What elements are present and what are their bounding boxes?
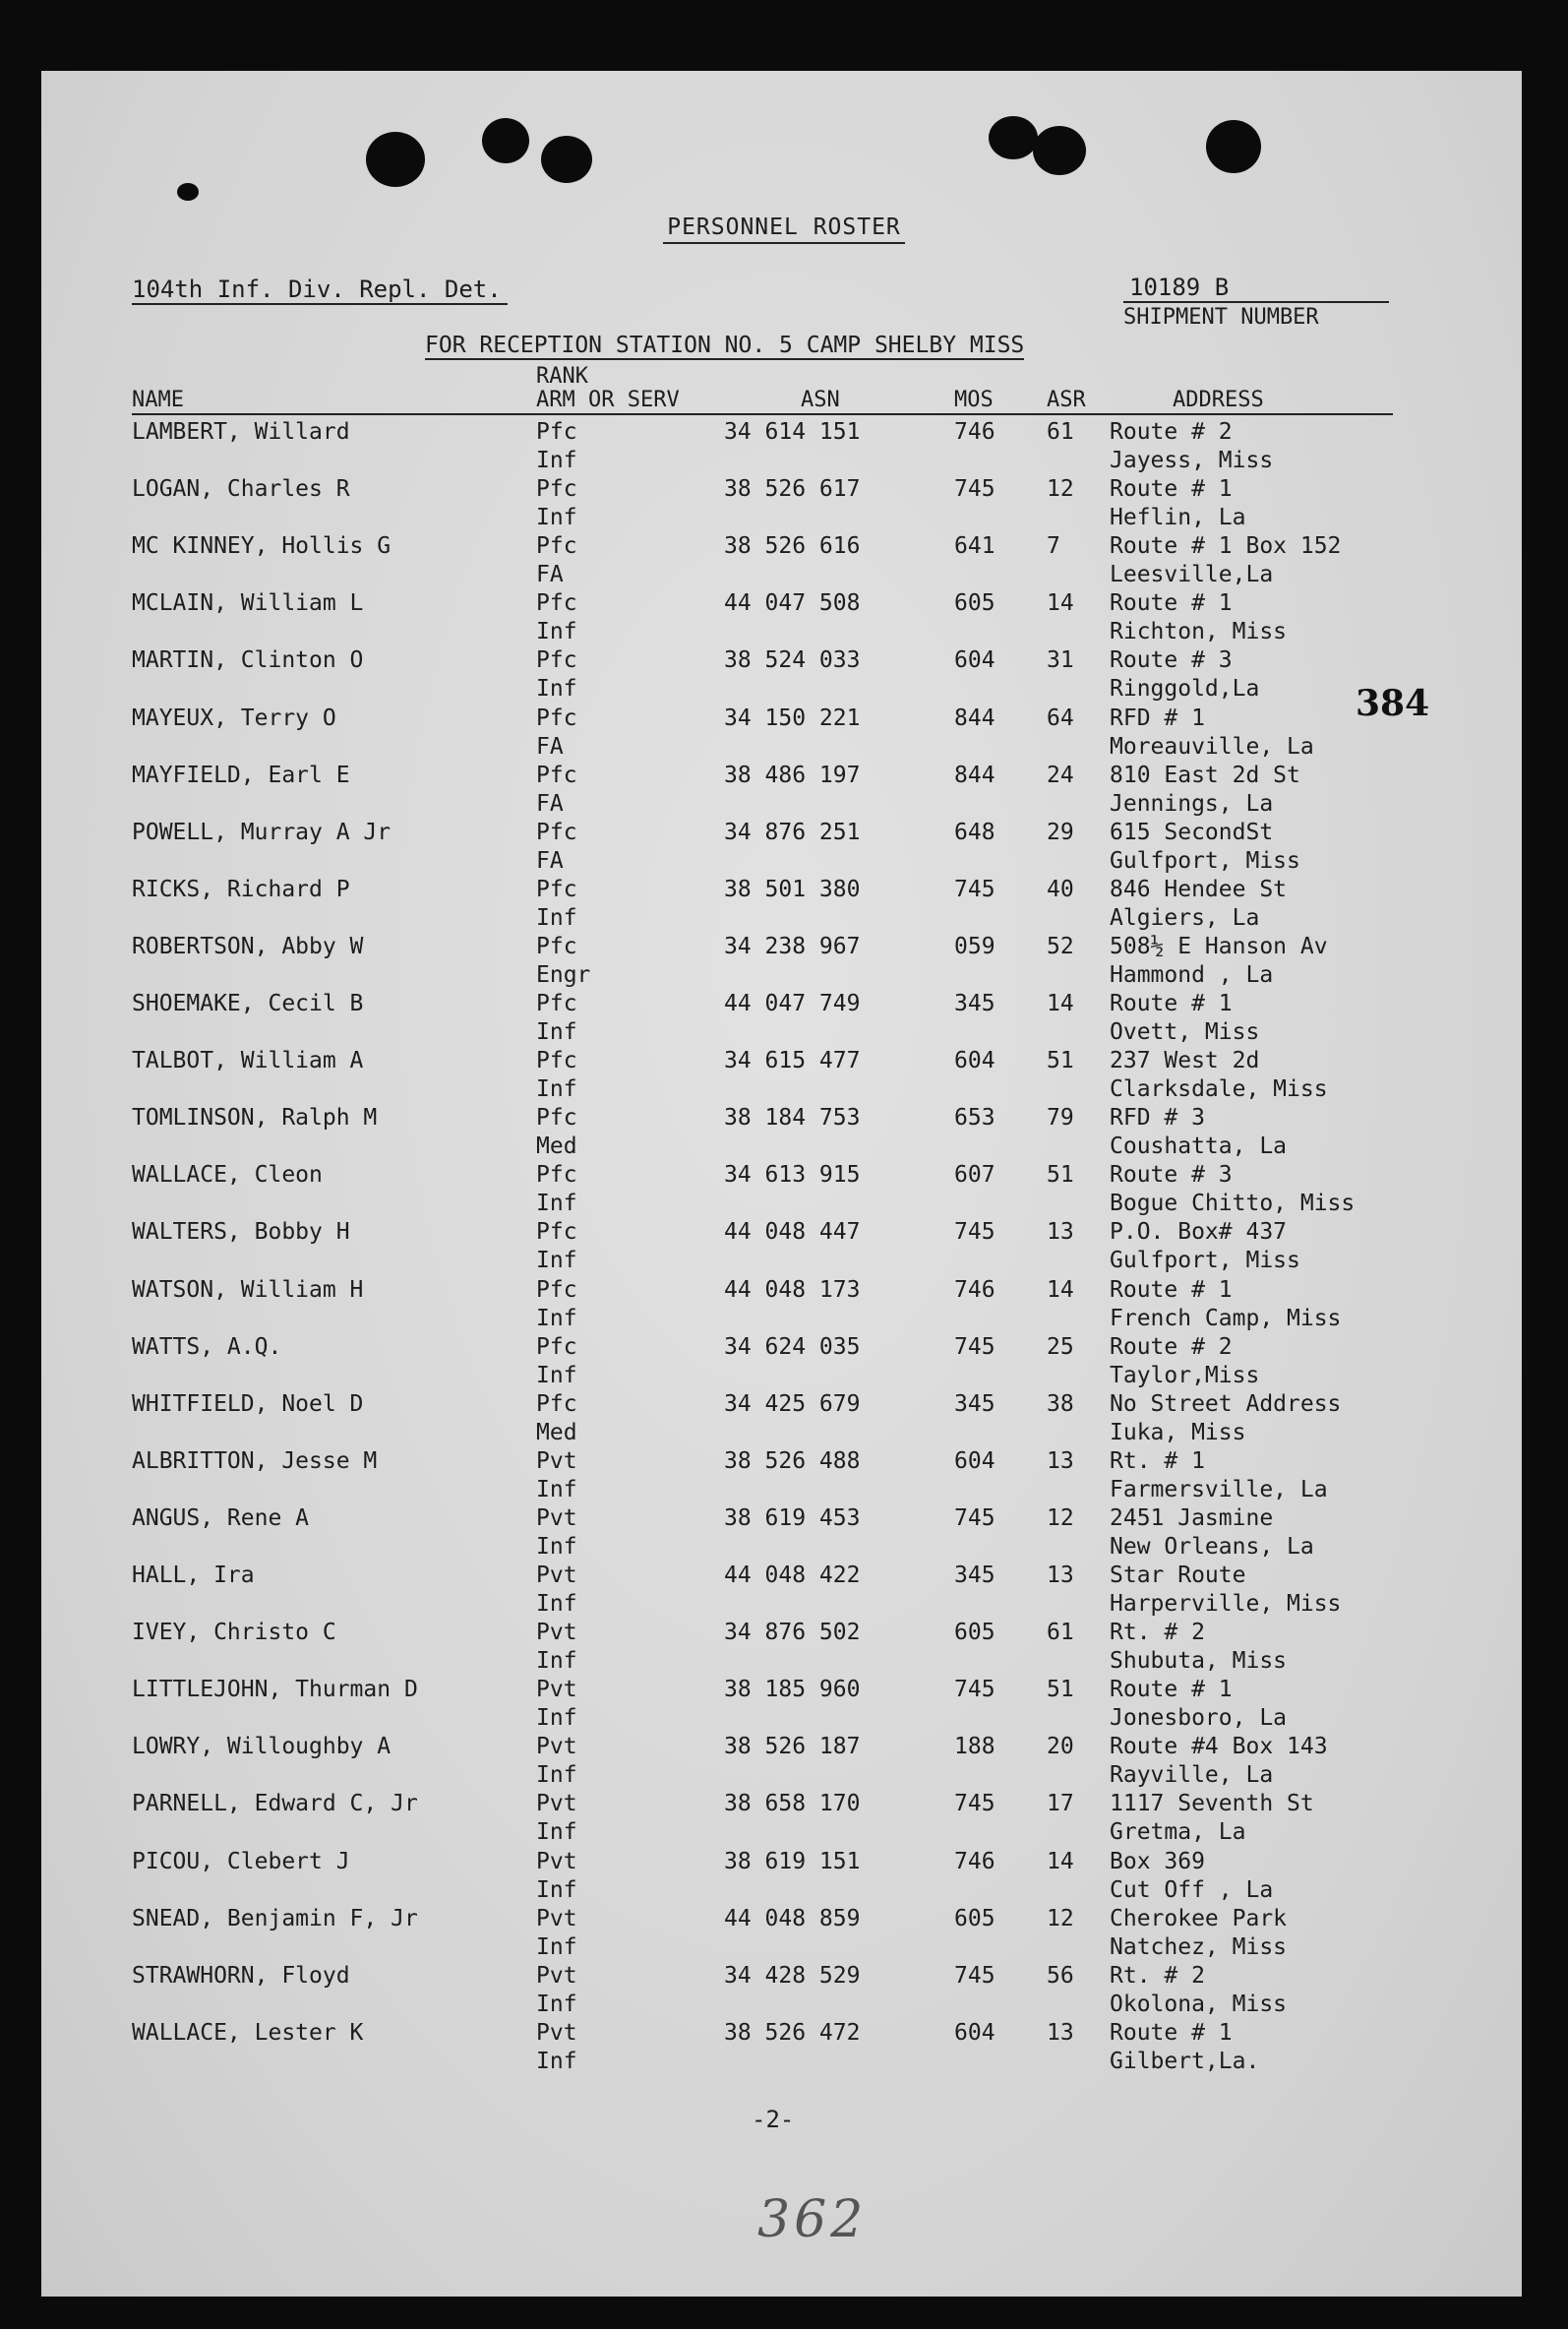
roster-mos: 607	[954, 1162, 995, 1189]
roster-arm: Med	[536, 1134, 577, 1160]
col-header-arm: ARM OR SERV	[536, 388, 680, 412]
roster-name: WALLACE, Cleon	[132, 1162, 323, 1189]
roster-arm: Inf	[536, 1876, 577, 1903]
table-row	[0, 1961, 1568, 2018]
roster-mos: 604	[954, 1447, 995, 1474]
roster-address-line2: Hammond , La	[1110, 961, 1274, 988]
roster-address-line2: Gulfport, Miss	[1110, 1248, 1300, 1274]
table-row	[0, 1847, 1568, 1904]
col-header-mos: MOS	[954, 388, 994, 412]
roster-address-line1: 1117 Seventh St	[1110, 1791, 1314, 1817]
roster-name: HALL, Ira	[132, 1563, 255, 1588]
roster-rank: Pfc	[536, 419, 577, 445]
table-row	[0, 761, 1568, 818]
roster-address-line2: Harperville, Miss	[1110, 1591, 1342, 1617]
roster-rank: Pfc	[536, 1219, 577, 1246]
col-header-asn: ASN	[801, 388, 840, 412]
roster-asr: 24	[1047, 762, 1074, 788]
roster-address-line1: Route # 1	[1110, 2019, 1233, 2046]
roster-address-line1: 615 SecondSt	[1110, 819, 1274, 845]
roster-rank: Pfc	[536, 1390, 577, 1417]
roster-mos: 746	[954, 1848, 995, 1874]
roster-rank: Pfc	[536, 533, 577, 560]
roster-address-line2: Moreauville, La	[1110, 733, 1314, 760]
table-row	[0, 531, 1568, 588]
roster-mos: 844	[954, 705, 995, 731]
roster-asr: 51	[1047, 1677, 1074, 1703]
roster-address-line2: French Camp, Miss	[1110, 1305, 1342, 1331]
roster-asr: 13	[1047, 1447, 1074, 1474]
punch-hole	[989, 116, 1038, 159]
roster-arm: Inf	[536, 505, 577, 531]
roster-mos: 746	[954, 1276, 995, 1303]
roster-asr: 29	[1047, 819, 1074, 845]
roster-name: MAYFIELD, Earl E	[132, 762, 350, 788]
roster-asn: 34 615 477	[724, 1048, 861, 1074]
roster-asr: 12	[1047, 476, 1074, 503]
roster-arm: FA	[536, 790, 564, 817]
roster-name: MARTIN, Clinton O	[132, 647, 364, 674]
roster-mos: 745	[954, 1962, 995, 1989]
roster-mos: 745	[954, 1333, 995, 1360]
roster-name: LAMBERT, Willard	[132, 419, 350, 445]
roster-name: WATTS, A.Q.	[132, 1333, 282, 1360]
roster-asn: 44 047 749	[724, 991, 861, 1016]
roster-arm: Inf	[536, 448, 577, 473]
table-row	[0, 2018, 1568, 2075]
roster-asn: 44 048 422	[724, 1563, 861, 1588]
table-row	[0, 1618, 1568, 1675]
col-header-asr: ASR	[1047, 388, 1086, 412]
punch-hole	[1033, 126, 1086, 175]
roster-asn: 34 876 502	[724, 1620, 861, 1646]
roster-arm: Inf	[536, 676, 577, 703]
roster-arm: Inf	[536, 904, 577, 931]
roster-mos: 604	[954, 647, 995, 674]
roster-address-line1: Route # 1	[1110, 1677, 1233, 1703]
roster-rank: Pfc	[536, 762, 577, 788]
roster-address-line2: Ringgold,La	[1110, 676, 1260, 703]
roster-address-line1: Box 369	[1110, 1848, 1205, 1874]
table-row	[0, 1275, 1568, 1332]
roster-name: ALBRITTON, Jesse M	[132, 1447, 378, 1474]
roster-address-line2: Algiers, La	[1110, 904, 1260, 931]
roster-rank: Pfc	[536, 1276, 577, 1303]
roster-arm: Inf	[536, 1591, 577, 1617]
roster-address-line1: 810 East 2d St	[1110, 762, 1300, 788]
roster-rank: Pfc	[536, 1333, 577, 1360]
roster-address-line1: Route # 1	[1110, 590, 1233, 617]
table-row	[0, 1103, 1568, 1160]
roster-address-line2: Natchez, Miss	[1110, 1933, 1288, 1960]
roster-name: PARNELL, Edward C, Jr	[132, 1791, 418, 1817]
roster-asr: 13	[1047, 1219, 1074, 1246]
roster-asn: 34 428 529	[724, 1962, 861, 1989]
roster-rank: Pfc	[536, 476, 577, 503]
roster-asn: 34 624 035	[724, 1333, 861, 1360]
roster-arm: Med	[536, 1419, 577, 1445]
roster-asn: 38 658 170	[724, 1791, 861, 1817]
roster-asn: 38 619 151	[724, 1848, 861, 1874]
roster-address-line1: No Street Address	[1110, 1390, 1342, 1417]
punch-hole	[541, 136, 592, 183]
roster-mos: 745	[954, 876, 995, 902]
page-number: -2-	[752, 2106, 795, 2133]
roster-address-line1: Route #4 Box 143	[1110, 1734, 1328, 1760]
roster-mos: 648	[954, 819, 995, 845]
roster-arm: Inf	[536, 1533, 577, 1560]
roster-rank: Pvt	[536, 2019, 577, 2046]
roster-asn: 44 048 859	[724, 1905, 861, 1931]
roster-rank: Pfc	[536, 1048, 577, 1074]
roster-mos: 188	[954, 1734, 995, 1760]
roster-mos: 605	[954, 1905, 995, 1931]
roster-name: SNEAD, Benjamin F, Jr	[132, 1905, 418, 1931]
col-header-rank: RANK	[536, 364, 588, 389]
roster-mos: 641	[954, 533, 995, 560]
roster-mos: 745	[954, 476, 995, 503]
roster-address-line1: RFD # 3	[1110, 1105, 1205, 1132]
roster-address-line2: Okolona, Miss	[1110, 1991, 1288, 2017]
roster-arm: Inf	[536, 1248, 577, 1274]
roster-asr: 51	[1047, 1162, 1074, 1189]
roster-name: IVEY, Christo C	[132, 1620, 336, 1646]
roster-asn: 38 526 472	[724, 2019, 861, 2046]
roster-address-line2: Farmersville, La	[1110, 1476, 1328, 1502]
roster-address-line2: Shubuta, Miss	[1110, 1648, 1288, 1675]
roster-address-line1: Route # 3	[1110, 1162, 1233, 1189]
roster-arm: Inf	[536, 1476, 577, 1502]
roster-asr: 51	[1047, 1048, 1074, 1074]
roster-name: WHITFIELD, Noel D	[132, 1390, 364, 1417]
roster-rank: Pfc	[536, 991, 577, 1016]
roster-asn: 38 526 616	[724, 533, 861, 560]
table-row	[0, 1789, 1568, 1846]
roster-asr: 12	[1047, 1905, 1074, 1931]
roster-address-line1: Route # 1 Box 152	[1110, 533, 1342, 560]
roster-mos: 745	[954, 1677, 995, 1703]
roster-name: LOWRY, Willoughby A	[132, 1734, 392, 1760]
stamp-number: 384	[1356, 683, 1430, 724]
roster-mos: 605	[954, 590, 995, 617]
roster-name: PICOU, Clebert J	[132, 1848, 350, 1874]
roster-arm: Inf	[536, 1648, 577, 1675]
roster-asr: 25	[1047, 1333, 1074, 1360]
roster-asn: 34 613 915	[724, 1162, 861, 1189]
roster-rank: Pvt	[536, 1677, 577, 1703]
roster-address-line1: Route # 1	[1110, 991, 1233, 1016]
roster-address-line1: 237 West 2d	[1110, 1048, 1260, 1074]
roster-asn: 34 238 967	[724, 933, 861, 959]
roster-name: ROBERTSON, Abby W	[132, 933, 364, 959]
roster-address-line2: Clarksdale, Miss	[1110, 1076, 1328, 1103]
roster-address-line2: Jonesboro, La	[1110, 1705, 1288, 1732]
roster-address-line2: Iuka, Miss	[1110, 1419, 1246, 1445]
roster-arm: FA	[536, 847, 564, 874]
roster-rank: Pvt	[536, 1504, 577, 1531]
roster-rank: Pvt	[536, 1447, 577, 1474]
roster-arm: Inf	[536, 1305, 577, 1331]
roster-rank: Pvt	[536, 1791, 577, 1817]
roster-asr: 7	[1047, 533, 1060, 560]
roster-asr: 14	[1047, 1848, 1074, 1874]
roster-asn: 38 524 033	[724, 647, 861, 674]
roster-asr: 64	[1047, 705, 1074, 731]
roster-mos: 345	[954, 991, 995, 1016]
roster-arm: Inf	[536, 1762, 577, 1789]
roster-asn: 44 048 447	[724, 1219, 861, 1246]
roster-address-line1: Rt. # 1	[1110, 1447, 1205, 1474]
roster-arm: FA	[536, 733, 564, 760]
table-row	[0, 588, 1568, 645]
roster-asn: 38 619 453	[724, 1504, 861, 1531]
roster-rank: Pvt	[536, 1848, 577, 1874]
roster-name: LOGAN, Charles R	[132, 476, 350, 503]
roster-address-line1: Route # 3	[1110, 647, 1233, 674]
roster-address-line2: Ovett, Miss	[1110, 1019, 1260, 1045]
roster-asn: 38 526 617	[724, 476, 861, 503]
roster-name: MAYEUX, Terry O	[132, 705, 336, 731]
roster-asn: 34 876 251	[724, 819, 861, 845]
table-row	[0, 1561, 1568, 1618]
roster-arm: Inf	[536, 1933, 577, 1960]
table-row	[0, 875, 1568, 932]
roster-rank: Pfc	[536, 590, 577, 617]
roster-address-line2: Cut Off , La	[1110, 1876, 1274, 1903]
roster-rank: Pvt	[536, 1620, 577, 1646]
table-row	[0, 1046, 1568, 1103]
roster-address-line2: Heflin, La	[1110, 505, 1246, 531]
roster-address-line2: Jayess, Miss	[1110, 448, 1274, 473]
punch-hole	[177, 183, 199, 201]
roster-rank: Pfc	[536, 933, 577, 959]
unit-name: 104th Inf. Div. Repl. Det.	[132, 276, 508, 305]
roster-arm: Inf	[536, 1019, 577, 1045]
roster-asn: 38 526 187	[724, 1734, 861, 1760]
roster-address-line2: Rayville, La	[1110, 1762, 1274, 1789]
roster-asr: 13	[1047, 2019, 1074, 2046]
shipment-number: 10189 B	[1129, 274, 1230, 301]
header-rule	[132, 413, 1393, 415]
roster-asn: 38 486 197	[724, 762, 861, 788]
punch-hole	[1206, 120, 1261, 173]
roster-address-line2: Gulfport, Miss	[1110, 847, 1300, 874]
roster-rank: Pvt	[536, 1905, 577, 1931]
table-row	[0, 1160, 1568, 1217]
table-row	[0, 932, 1568, 989]
roster-mos: 745	[954, 1504, 995, 1531]
roster-rank: Pfc	[536, 705, 577, 731]
roster-mos: 605	[954, 1620, 995, 1646]
roster-arm: Inf	[536, 1819, 577, 1846]
roster-name: TOMLINSON, Ralph M	[132, 1105, 378, 1132]
roster-address-line2: Jennings, La	[1110, 790, 1274, 817]
roster-asr: 61	[1047, 419, 1074, 445]
roster-asr: 40	[1047, 876, 1074, 902]
roster-address-line1: Star Route	[1110, 1563, 1246, 1588]
roster-name: MCLAIN, William L	[132, 590, 364, 617]
roster-asr: 52	[1047, 933, 1074, 959]
roster-asn: 38 501 380	[724, 876, 861, 902]
table-row	[0, 1217, 1568, 1274]
page-title: PERSONNEL ROSTER	[0, 215, 1568, 240]
table-row	[0, 417, 1568, 474]
roster-asr: 79	[1047, 1105, 1074, 1132]
roster-address-line1: Route # 1	[1110, 1276, 1233, 1303]
roster-name: RICKS, Richard P	[132, 876, 350, 902]
punch-hole	[482, 118, 529, 163]
roster-arm: Inf	[536, 1705, 577, 1732]
roster-name: WALTERS, Bobby H	[132, 1219, 350, 1246]
roster-address-line1: Route # 1	[1110, 476, 1233, 503]
table-row	[0, 1332, 1568, 1389]
roster-address-line1: 508½ E Hanson Av	[1110, 933, 1328, 959]
roster-address-line2: Gilbert,La.	[1110, 2048, 1260, 2074]
roster-mos: 345	[954, 1390, 995, 1417]
col-header-address: ADDRESS	[1173, 388, 1264, 412]
roster-asn: 44 047 508	[724, 590, 861, 617]
roster-asr: 14	[1047, 590, 1074, 617]
roster-mos: 604	[954, 1048, 995, 1074]
roster-name: MC KINNEY, Hollis G	[132, 533, 392, 560]
roster-asr: 20	[1047, 1734, 1074, 1760]
roster-name: WALLACE, Lester K	[132, 2019, 364, 2046]
table-row	[0, 1389, 1568, 1446]
roster-rank: Pfc	[536, 1162, 577, 1189]
roster-mos: 746	[954, 419, 995, 445]
roster-arm: Inf	[536, 1991, 577, 2017]
roster-asn: 38 184 753	[724, 1105, 861, 1132]
roster-address-line2: New Orleans, La	[1110, 1533, 1314, 1560]
table-row	[0, 818, 1568, 875]
punch-hole	[366, 132, 425, 187]
roster-asr: 17	[1047, 1791, 1074, 1817]
roster-address-line1: Route # 2	[1110, 1333, 1233, 1360]
roster-asn: 44 048 173	[724, 1276, 861, 1303]
roster-asr: 31	[1047, 647, 1074, 674]
roster-mos: 345	[954, 1563, 995, 1588]
roster-address-line1: RFD # 1	[1110, 705, 1205, 731]
roster-mos: 745	[954, 1791, 995, 1817]
roster-address-line2: Taylor,Miss	[1110, 1362, 1260, 1388]
table-row	[0, 1904, 1568, 1961]
roster-name: LITTLEJOHN, Thurman D	[132, 1677, 418, 1703]
roster-address-line1: Cherokee Park	[1110, 1905, 1288, 1931]
table-row	[0, 989, 1568, 1046]
roster-arm: Engr	[536, 961, 591, 988]
roster-rank: Pfc	[536, 647, 577, 674]
roster-mos: 844	[954, 762, 995, 788]
roster-name: SHOEMAKE, Cecil B	[132, 991, 364, 1016]
roster-asn: 38 185 960	[724, 1677, 861, 1703]
roster-rank: Pvt	[536, 1962, 577, 1989]
roster-address-line2: Gretma, La	[1110, 1819, 1246, 1846]
roster-asr: 56	[1047, 1962, 1074, 1989]
roster-address-line1: Route # 2	[1110, 419, 1233, 445]
roster-rank: Pfc	[536, 1105, 577, 1132]
roster-asr: 38	[1047, 1390, 1074, 1417]
handwritten-number: 362	[757, 2190, 868, 2249]
roster-arm: Inf	[536, 1362, 577, 1388]
table-row	[0, 1675, 1568, 1732]
roster-arm: Inf	[536, 619, 577, 645]
roster-address-line1: Rt. # 2	[1110, 1962, 1205, 1989]
roster-address-line1: P.O. Box# 437	[1110, 1219, 1288, 1246]
roster-mos: 604	[954, 2019, 995, 2046]
roster-address-line2: Coushatta, La	[1110, 1134, 1288, 1160]
roster-name: POWELL, Murray A Jr	[132, 819, 392, 845]
roster-name: TALBOT, William A	[132, 1048, 364, 1074]
roster-asn: 34 150 221	[724, 705, 861, 731]
roster-mos: 745	[954, 1219, 995, 1246]
roster-asr: 61	[1047, 1620, 1074, 1646]
roster-rank: Pvt	[536, 1734, 577, 1760]
roster-name: STRAWHORN, Floyd	[132, 1962, 350, 1989]
shipment-number-label: SHIPMENT NUMBER	[1123, 301, 1389, 330]
roster-rank: Pfc	[536, 819, 577, 845]
roster-mos: 653	[954, 1105, 995, 1132]
table-row	[0, 645, 1568, 703]
roster-asn: 34 614 151	[724, 419, 861, 445]
table-row	[0, 1503, 1568, 1561]
roster-address-line1: 846 Hendee St	[1110, 876, 1288, 902]
col-header-name: NAME	[132, 388, 184, 412]
roster-asr: 14	[1047, 1276, 1074, 1303]
roster-asr: 12	[1047, 1504, 1074, 1531]
roster-arm: Inf	[536, 2048, 577, 2074]
table-row	[0, 1732, 1568, 1789]
roster-asn: 34 425 679	[724, 1390, 861, 1417]
roster-arm: FA	[536, 562, 564, 588]
roster-asr: 13	[1047, 1563, 1074, 1588]
roster-asn: 38 526 488	[724, 1447, 861, 1474]
roster-name: ANGUS, Rene A	[132, 1504, 310, 1531]
table-row	[0, 474, 1568, 531]
roster-asr: 14	[1047, 991, 1074, 1016]
roster-rank: Pfc	[536, 876, 577, 902]
roster-address-line2: Bogue Chitto, Miss	[1110, 1191, 1356, 1217]
roster-arm: Inf	[536, 1191, 577, 1217]
roster-name: WATSON, William H	[132, 1276, 364, 1303]
roster-arm: Inf	[536, 1076, 577, 1103]
roster-rank: Pvt	[536, 1563, 577, 1588]
roster-address-line1: 2451 Jasmine	[1110, 1504, 1274, 1531]
table-row	[0, 704, 1568, 761]
roster-address-line1: Rt. # 2	[1110, 1620, 1205, 1646]
roster-address-line2: Richton, Miss	[1110, 619, 1288, 645]
reception-station-line: FOR RECEPTION STATION NO. 5 CAMP SHELBY MISS	[425, 333, 1025, 358]
roster-mos: 059	[954, 933, 995, 959]
table-row	[0, 1446, 1568, 1503]
roster-address-line2: Leesville,La	[1110, 562, 1274, 588]
